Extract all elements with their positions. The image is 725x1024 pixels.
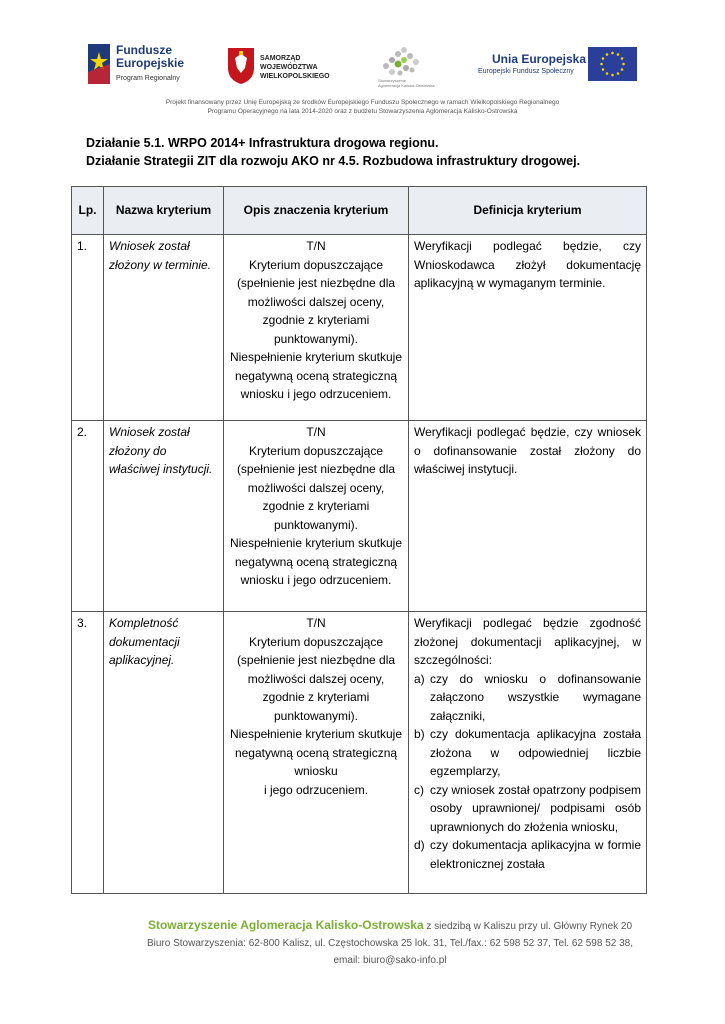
coat-of-arms-icon [226, 46, 256, 86]
sako-dots-icon [376, 44, 424, 80]
criteria-table [71, 186, 647, 894]
project-funding-note: Projekt finansowany przez Unię Europejską ze środków Europejskiego Funduszu Społecznego w ramach Wielkopolskiego Regionalnego Programu Operacyjnego na lata 2014-2020 oraz z budżetu Stowarzyszenia Aglomeracja Kalisko-Ostrowska [165, 99, 560, 115]
text-line: Kryterium dopuszczające [248, 634, 384, 649]
def-list [414, 670, 641, 874]
cell-lp: 1. [72, 235, 104, 421]
text-line: Kryterium dopuszczające [248, 257, 384, 272]
header-lp: Lp. [72, 187, 104, 235]
header-opis: Opis znaczenia kryterium [224, 187, 409, 235]
cell-name: Kompletność dokumentacji aplikacyjnej. [104, 612, 224, 894]
cell-def: Weryfikacji podlegać będzie, czy Wnioskodawca złożył dokumentację aplikacyjną w wymaganym terminie. [409, 235, 647, 421]
cell-def [409, 612, 647, 894]
ue-subtitle: Europejski Fundusz Społeczny [478, 68, 574, 75]
table-header-row [72, 187, 647, 235]
ue-title: Unia Europejska [492, 52, 587, 66]
text-line: T/N [306, 616, 326, 630]
sako-logo [370, 40, 440, 90]
def-intro: Weryfikacji podlegać będzie zgodność złożonej dokumentacji aplikacyjnej, w szczególności: [414, 616, 641, 667]
header-def: Definicja kryterium [409, 187, 647, 235]
table-row [72, 421, 647, 612]
swp-text: SAMORZĄD WOJEWÓDZTWA WIELKOPOLSKIEGO [260, 55, 330, 80]
unia-europejska-logo [478, 40, 648, 90]
title-line-2: Działanie Strategii ZIT dla rozwoju AKO nr 4.5. Rozbudowa infrastruktury drogowej. [86, 154, 581, 168]
fe-subtitle: Program Regionalny [116, 75, 180, 82]
cell-def: Weryfikacji podlegać będzie, czy wniosek o dofinansowanie został złożony do właściwej instytucji. [409, 421, 647, 612]
fundusze-europejskie-logo [86, 40, 206, 90]
header-name: Nazwa kryterium [104, 187, 224, 235]
text-line: (spełnienie jest niezbędne dla możliwości dalszej oceny, zgodnie z kryteriami punktowanymi). [236, 276, 396, 346]
text-line: Niespełnienie kryterium skutkuje negatywną oceną strategiczną wniosku i jego odrzuceniem. [229, 350, 403, 401]
list-item: c) czy wniosek został opatrzony podpisem osoby uprawnionej/ podpisami osób uprawnionych do złożenia wniosku, [414, 782, 641, 834]
list-item: d) czy dokumentacja aplikacyjna w formie elektronicznej została [414, 838, 641, 871]
cell-lp: 2. [72, 421, 104, 612]
list-item: b) czy dokumentacja aplikacyjna została złożona w odpowiedniej liczbie egzemplarzy, [414, 727, 641, 778]
cell-opis [224, 235, 409, 421]
footer-office: Biuro Stowarzyszenia: 62-800 Kalisz, ul. Częstochowska 25 lok. 31, Tel./fax.: 62 598 52 37, Tel. 62 598 52 38, [146, 938, 634, 949]
text-line: T/N [306, 239, 326, 253]
footer-org: Stowarzyszenie Aglomeracja Kalisko-Ostrowska [147, 918, 424, 932]
page-title [86, 134, 646, 170]
text-line: Niespełnienie kryterium skutkuje negatywną oceną strategiczną wniosku [229, 727, 403, 778]
cell-opis [224, 612, 409, 894]
eu-flag-icon [588, 47, 637, 81]
text-line: T/N [306, 425, 326, 439]
cell-lp: 3. [72, 612, 104, 894]
table-row [72, 612, 647, 894]
title-line-1: Działanie 5.1. WRPO 2014+ Infrastruktura drogowa regionu. [86, 136, 439, 150]
cell-name: Wniosek został złożony do właściwej instytucji. [104, 421, 224, 612]
cell-opis [224, 421, 409, 612]
page-footer [100, 917, 680, 969]
text-line: (spełnienie jest niezbędne dla możliwości dalszej oceny, zgodnie z kryteriami punktowanymi). [236, 653, 396, 723]
fe-title: Fundusze Europejskie [116, 43, 185, 70]
sako-subtitle: Stowarzyszenie Aglomeracja Kalisko-Ostrowska [378, 78, 435, 88]
text-line: (spełnienie jest niezbędne dla możliwości dalszej oceny, zgodnie z kryteriami punktowanymi). [236, 462, 396, 532]
samorzad-wielkopolski-logo [224, 40, 344, 90]
cell-name: Wniosek został złożony w terminie. [104, 235, 224, 421]
text-line: i jego odrzuceniem. [263, 782, 369, 797]
text-line: Niespełnienie kryterium skutkuje negatywną oceną strategiczną wniosku i jego odrzuceniem. [229, 536, 403, 587]
table-row [72, 235, 647, 421]
footer-seat: z siedzibą w Kaliszu przy ul. Główny Rynek 20 [423, 921, 633, 932]
footer-line-1 [100, 917, 680, 935]
list-item: a) czy do wniosku o dofinansowanie załączono wszystkie wymagane załączniki, [414, 671, 641, 723]
text-line: Kryterium dopuszczające [248, 443, 384, 458]
fe-star-icon [86, 42, 112, 86]
header-logos [0, 40, 725, 96]
footer-email: email: biuro@sako-info.pl [333, 955, 447, 966]
